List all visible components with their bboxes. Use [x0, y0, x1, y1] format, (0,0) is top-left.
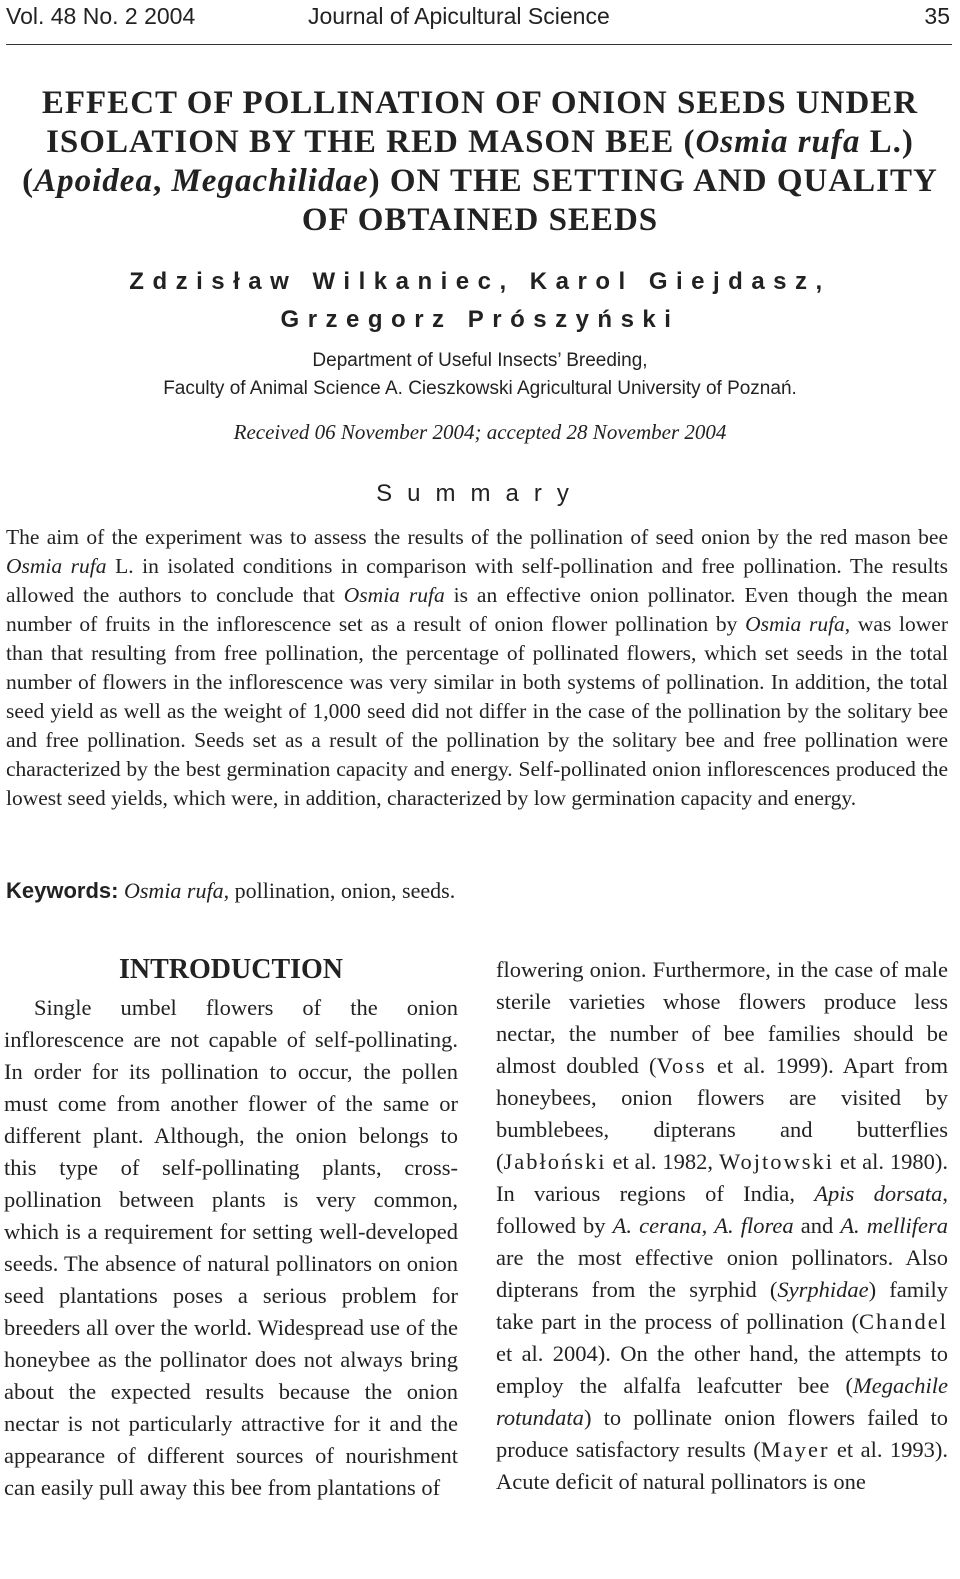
- page-number: 35: [924, 3, 950, 29]
- article-title: [0, 84, 960, 240]
- title-line: ISOLATION BY THE RED MASON BEE (Osmia rufa L.): [46, 124, 914, 160]
- title-line: EFFECT OF POLLINATION OF ONION SEEDS UNDER: [41, 85, 919, 121]
- title-line: (Apoidea, Megachilidae) ON THE SETTING AND QUALITY: [22, 163, 938, 199]
- received-dates: Received 06 November 2004; accepted 28 November 2004: [233, 420, 727, 444]
- right-column: flowering onion. Furthermore, in the case of male sterile varieties whose flowers produce less nectar, the number of bee families should be almost doubled (Voss et al. 1999). Apart from honeybees, onion flowers are visited by bumblebees, dipterans and butterflies (Jabłoński et al. 1982, Wojtowski et al. 1980). In various regions of India, Apis dorsata, followed by A. cerana, A. florea and A. mellifera are the most effective onion pollinators. Also dipterans from the syrphid (Syrphidae) family take part in the process of pollination (Chandel et al. 2004). On the other hand, the attempts to employ the alfalfa leafcutter bee (Megachile rotundata) to pollinate onion flowers failed to produce satisfactory results (Mayer et al. 1993). Acute deficit of natural pollinators is one: [496, 957, 949, 1494]
- journal-name: Journal of Apicultural Science: [308, 3, 610, 29]
- summary-heading: Summary: [376, 480, 584, 507]
- running-header: [6, 0, 952, 45]
- title-line: OF OBTAINED SEEDS: [301, 202, 659, 238]
- abstract-text: The aim of the experiment was to assess the results of the pollination of seed onion by the red mason bee Osmia rufa L. in isolated conditions in comparison with self-pollination and free pollination. The results allowed the authors to conclude that Osmia rufa is an effective onion pollinator. Even though the mean number of fruits in the inflorescence set as a result of onion flower pollination by Osmia rufa, was lower than that resulting from free pollination, the percentage of pollinated flowers, which set seeds in the total number of flowers in the inflorescence was very similar in both systems of pollination. In addition, the total seed yield as well as the weight of 1,000 seed did not differ in the case of the pollination by the solitary bee and free pollination. Seeds set as a result of the pollination by the solitary bee and free pollination were characterized by the best germination capacity and energy. Self-pollinated onion inflorescences produced the lowest seed yields, which were, in addition, characterized by low germination capacity and energy.: [6, 525, 949, 810]
- keywords-label: Keywords:: [6, 878, 119, 903]
- authors: [0, 263, 960, 339]
- author-line: Grzegorz Prószyński: [280, 306, 680, 333]
- volume-info: Vol. 48 No. 2 2004: [6, 3, 196, 29]
- author-line: Zdzisław Wilkaniec, Karol Giejdasz,: [129, 268, 831, 295]
- keywords: Keywords: Osmia rufa, pollination, onion, seeds.: [6, 878, 456, 903]
- intro-paragraph: Single umbel flowers of the onion inflorescence are not capable of self-pollinating. In order for its pollination to occur, the pollen must come from another flower of the same or different plant. Although, the onion belongs to this type of self-pollinating plants, cross-pollination between plants is very common, which is a requirement for setting well-developed seeds. The absence of natural pollinators on onion seed plantations poses a serious problem for breeders all over the world. Widespread use of the honeybee as the pollinator does not always bring about the expected results because the onion nectar is not particularly attractive for it and the appearance of different sources of nourishment can easily pull away this bee from plantations of: [4, 995, 458, 1500]
- affiliation: Department of Useful Insects’ Breeding, Faculty of Animal Science A. Cieszkowski Agricultural University of Poznań.: [163, 350, 797, 399]
- section-heading: INTRODUCTION: [118, 954, 344, 985]
- left-column: [4, 950, 458, 1504]
